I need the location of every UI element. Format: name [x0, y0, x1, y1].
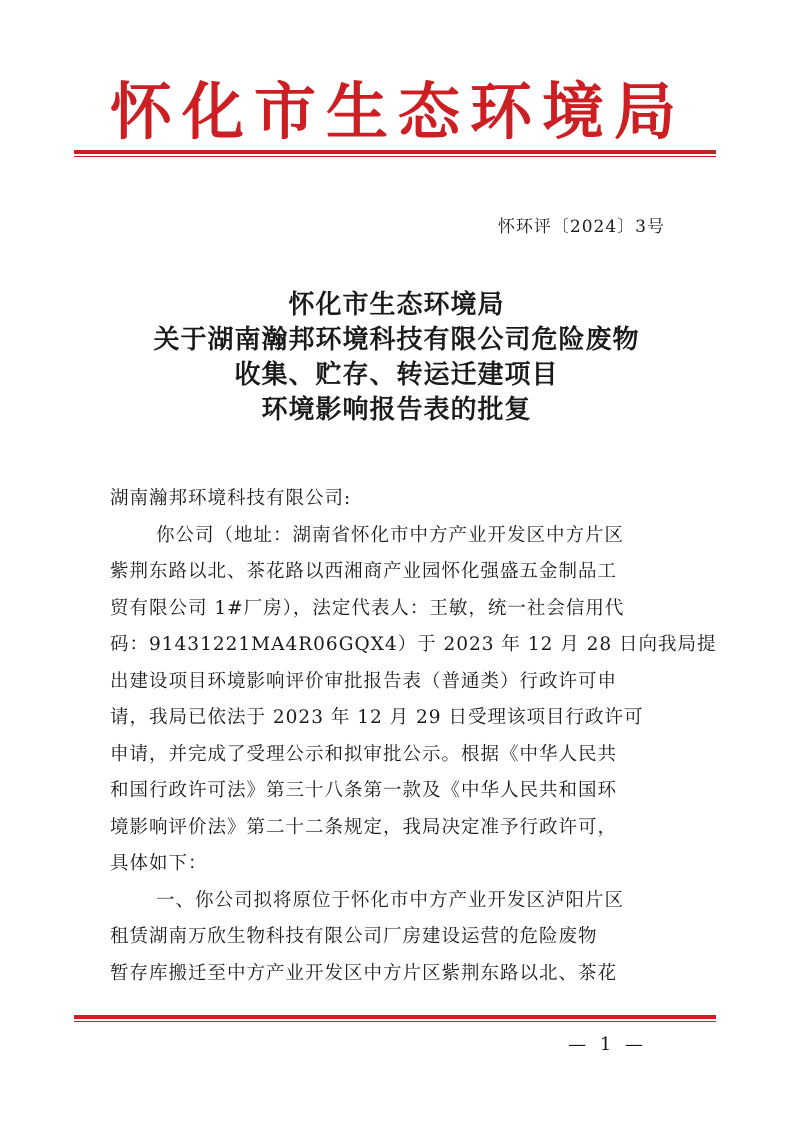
footer-red-rule [74, 1015, 716, 1022]
body-line: 和国行政许可法》第三十八条第一款及《中华人民共和国环 [110, 780, 618, 801]
body-line: 具体如下： [110, 853, 208, 874]
document-title [100, 288, 693, 428]
title-line: 收集、贮存、转运迁建项目 [234, 360, 559, 390]
body-line: 暂存库搬迁至中方产业开发区中方片区紫荆东路以北、茶花 [110, 962, 618, 984]
body-line: 申请，并完成了受理公示和拟审批公示。根据《中华人民共 [110, 743, 618, 765]
document-number: 怀环评〔2024〕3号 [497, 217, 665, 237]
body-line: 境影响评价法》第二十二条规定，我局决定准予行政许可， [110, 816, 618, 838]
header-red-rule [74, 150, 716, 157]
title-line: 关于湖南瀚邦环境科技有限公司危险废物 [153, 325, 640, 355]
document-body [110, 481, 717, 992]
body-line: 租赁湖南万欣生物科技有限公司厂房建设运营的危险废物 [110, 926, 598, 947]
addressee: 湖南瀚邦环境科技有限公司: [110, 488, 352, 509]
title-line: 环境影响报告表的批复 [261, 395, 532, 425]
body-line: 请，我局已依法于 2023 年 12 月 29 日受理该项目行政许可 [110, 707, 644, 728]
body-line: 你公司（地址：湖南省怀化市中方产业开发区中方片区 [156, 524, 625, 546]
title-line: 怀化市生态环境局 [288, 290, 505, 320]
body-text [110, 518, 717, 993]
body-line: 码：91431221MA4R06GQX4）于 2023 年 12 月 28 日向我局提 [110, 634, 717, 655]
body-line: 一、你公司拟将原位于怀化市中方产业开发区泸阳片区 [156, 889, 625, 911]
body-line: 出建设项目环境影响评价审批报告表（普通类）行政许可申 [110, 670, 618, 692]
agency-header-title: 怀化市生态环境局 [109, 75, 686, 148]
body-line: 紫荆东路以北、茶花路以西湘商产业园怀化强盛五金制品工 [110, 561, 618, 582]
page-number: — 1 — [568, 1034, 647, 1055]
body-line: 贸有限公司 1#厂房），法定代表人：王敏，统一社会信用代 [110, 597, 625, 619]
